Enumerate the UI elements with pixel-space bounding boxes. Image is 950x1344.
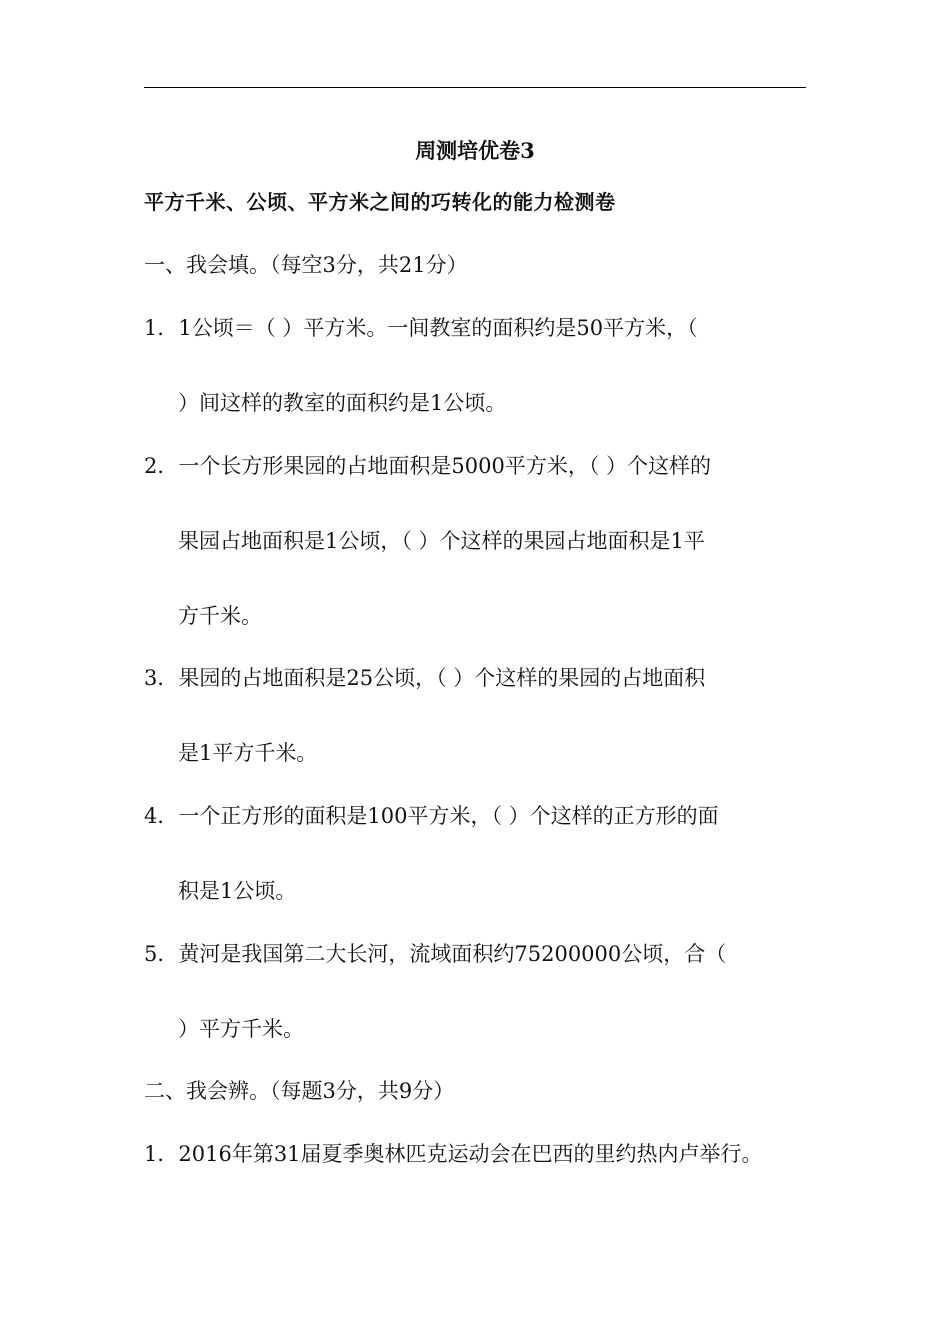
question-3-line-1 — [144, 664, 705, 692]
question-number: 4． — [144, 804, 179, 828]
header-rule — [144, 87, 806, 88]
question-5-line-2: ）平方千米。 — [178, 1017, 304, 1041]
question-5-line-1 — [144, 940, 726, 968]
question-4-line-1 — [144, 802, 719, 830]
question-text: 一个长方形果园的占地面积是5000平方米，（ ）个这样的 — [178, 454, 711, 478]
question-number: 3． — [144, 666, 179, 690]
question-2-line-2: 果园占地面积是1公顷，（ ）个这样的果园占地面积是1平 — [178, 529, 705, 553]
question-2-line-1 — [144, 452, 711, 480]
question-3-line-2: 是1平方千米。 — [178, 741, 318, 765]
question-text: 1公顷＝（ ）平方米。一间教室的面积约是50平方米，（ — [178, 316, 698, 340]
question-text: 2016年第31届夏季奥林匹克运动会在巴西的里约热内卢举行。 — [178, 1142, 763, 1166]
question-text: 果园的占地面积是25公顷，（ ）个这样的果园的占地面积 — [178, 666, 706, 690]
judge-question-1 — [144, 1140, 763, 1168]
question-1-line-1 — [144, 314, 698, 342]
question-4-line-2: 积是1公顷。 — [178, 879, 297, 903]
page-subtitle: 平方千米、公顷、平方米之间的巧转化的能力检测卷 — [144, 190, 616, 214]
question-number: 5． — [144, 942, 179, 966]
question-text: 黄河是我国第二大长河，流域面积约75200000公顷，合（ — [178, 942, 727, 966]
question-2-line-3: 方千米。 — [178, 604, 262, 628]
question-number: 1． — [144, 316, 179, 340]
page-title: 周测培优卷3 — [415, 138, 535, 163]
section-heading-fill: 一、我会填。（每空3分，共21分） — [144, 253, 468, 277]
question-text: 一个正方形的面积是100平方米，（ ）个这样的正方形的面 — [178, 804, 719, 828]
section-heading-judge: 二、我会辨。（每题3分，共9分） — [144, 1079, 455, 1103]
question-number: 1． — [144, 1142, 179, 1166]
question-number: 2． — [144, 454, 179, 478]
question-1-line-2: ）间这样的教室的面积约是1公顷。 — [178, 391, 507, 415]
